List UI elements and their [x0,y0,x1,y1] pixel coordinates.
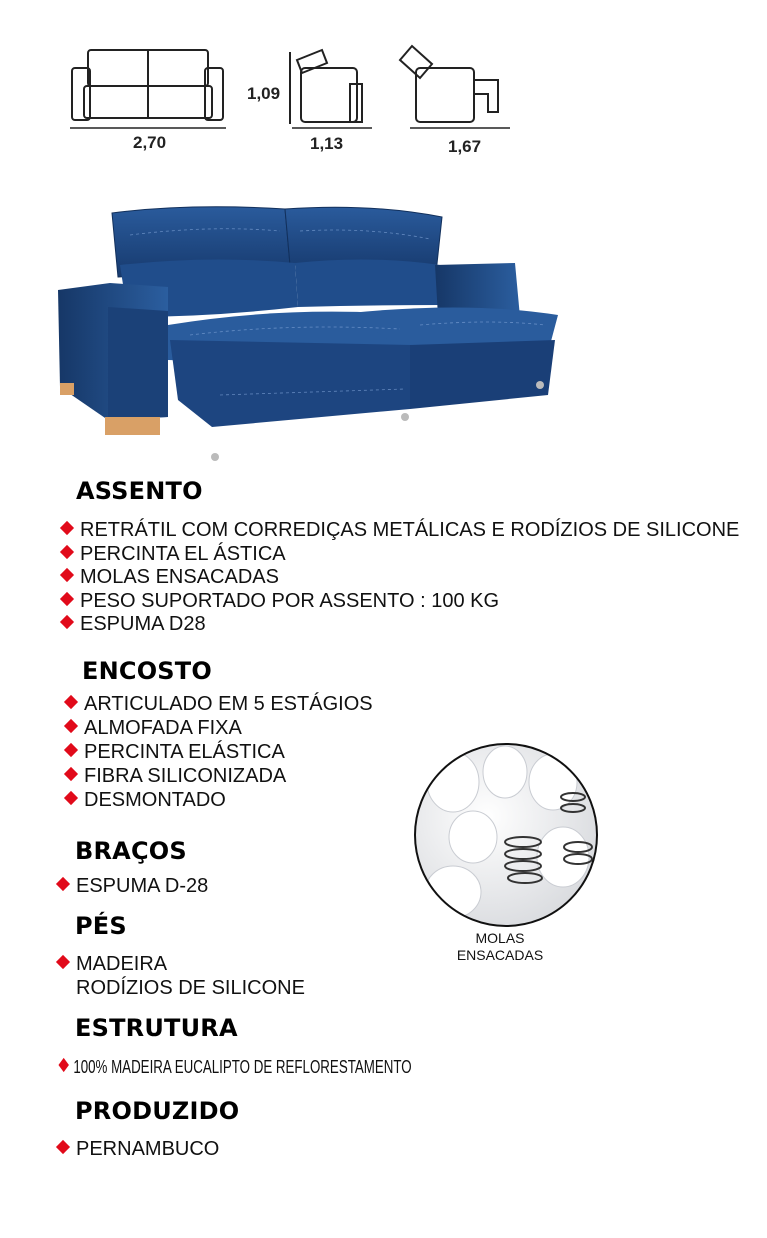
list-item: PERCINTA EL ÁSTICA [62,542,286,566]
depth-closed-label: 1,13 [310,134,344,153]
list-item: ESPUMA D-28 [58,874,208,898]
list-item: RETRÁTIL COM CORREDIÇAS METÁLICAS E RODÍZIOS DE SILICONE [62,518,739,542]
list-item: MADEIRA [58,952,167,976]
caption-line: MOLAS [475,930,525,946]
caption-line: ENSACADAS [456,947,544,963]
diamond-bullet-icon [64,743,78,757]
diamond-bullet-icon [64,695,78,709]
section-title-encosto: ENCOSTO [82,657,212,685]
diamond-bullet-icon [64,719,78,733]
dimension-diagrams [0,0,767,170]
list-item: 100% MADEIRA EUCALIPTO DE REFLORESTAMENTO [60,1055,412,1079]
width-label: 2,70 [133,133,167,152]
pocket-springs-image [413,742,599,928]
section-title-estrutura: ESTRUTURA [75,1014,238,1042]
diamond-bullet-icon [56,877,70,891]
diamond-bullet-icon [60,545,74,559]
diamond-bullet-icon [58,1058,68,1072]
diamond-bullet-icon [60,568,74,582]
diamond-bullet-icon [60,521,74,535]
list-item: PERCINTA ELÁSTICA [66,740,285,764]
list-item: MOLAS ENSACADAS [62,565,279,589]
diamond-bullet-icon [56,955,70,969]
list-item: ESPUMA D28 [62,612,206,636]
sofa-side-view-open-icon [400,46,510,128]
list-item: PESO SUPORTADO POR ASSENTO : 100 KG [62,589,499,613]
section-title-bracos: BRAÇOS [75,837,187,865]
list-item: ALMOFADA FIXA [66,716,242,740]
diamond-bullet-icon [60,592,74,606]
sofa-side-view-closed-icon [290,50,372,128]
list-item: ARTICULADO EM 5 ESTÁGIOS [66,692,373,716]
springs-caption [440,930,560,964]
diamond-bullet-icon [56,1140,70,1154]
diamond-bullet-icon [64,767,78,781]
diamond-bullet-icon [60,615,74,629]
diamond-bullet-icon [64,791,78,805]
sofa-front-view-icon [70,50,226,128]
list-item-continuation: RODÍZIOS DE SILICONE [76,977,305,999]
list-item: PERNAMBUCO [58,1137,219,1161]
sofa-product-image [50,195,570,465]
height-label: 1,09 [247,84,281,103]
depth-open-label: 1,67 [448,137,482,156]
sofa-dimension-drawings [0,0,767,170]
section-title-pes: PÉS [75,912,127,940]
wood-foot-icon [105,417,160,435]
list-item: DESMONTADO [66,788,226,812]
section-title-assento: ASSENTO [76,477,203,505]
section-title-produzido: PRODUZIDO [75,1097,240,1125]
list-item: FIBRA SILICONIZADA [66,764,286,788]
